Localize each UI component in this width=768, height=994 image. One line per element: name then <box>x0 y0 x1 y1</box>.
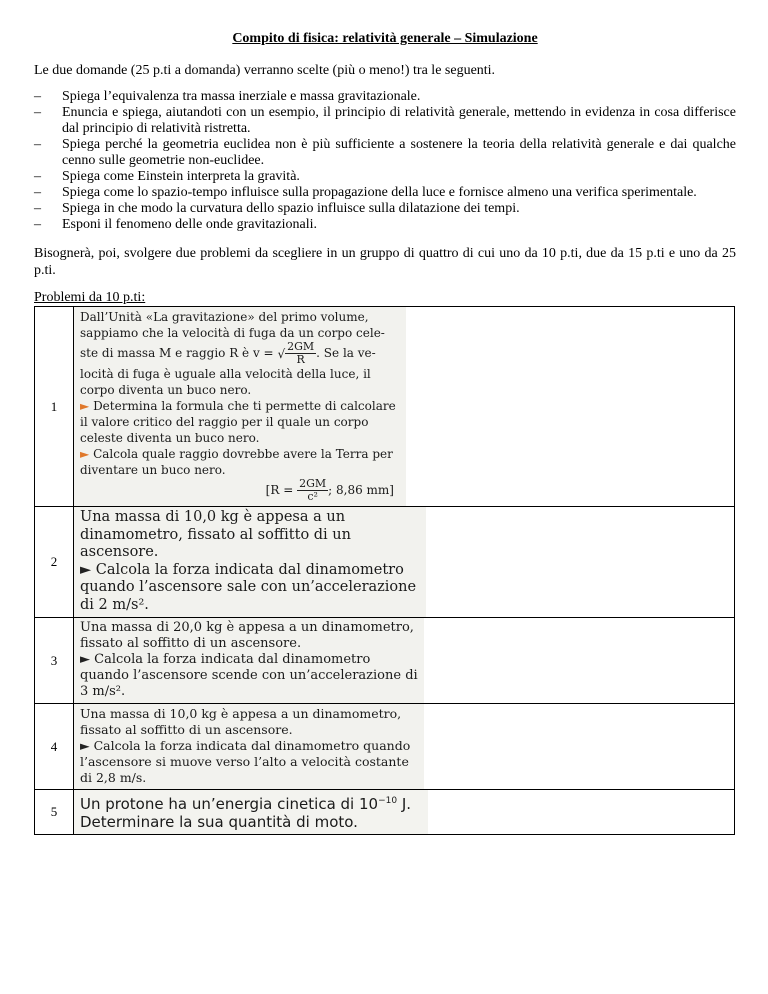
problem-1-formula-pre: ste di massa M e raggio R è v = <box>80 346 274 360</box>
question-text: Enuncia e spiega, aiutandoti con un esempio, il principio di relatività generale, mettendo in evidenza in cosa differisce dal principio di relatività ristretta. <box>62 105 736 136</box>
sqrt-symbol: √ <box>277 346 286 361</box>
problem-number: 4 <box>35 704 74 790</box>
table-row <box>35 507 735 618</box>
problem-5-scan <box>74 790 428 834</box>
problem-5-line1 <box>80 792 422 813</box>
problem-5-line1-text: Un protone ha un’energia cinetica di 10 <box>80 795 379 813</box>
problem-4-text: Una massa di 10,0 kg è appesa a un dinamometro, fissato al soffitto di un ascensore. <box>80 706 402 737</box>
triangle-arrow-icon: ► <box>80 399 90 413</box>
fraction-denominator: c² <box>307 490 318 503</box>
question-text: Spiega come Einstein interpreta la gravità. <box>62 169 300 184</box>
problem-number: 5 <box>35 790 74 835</box>
problem-cell <box>74 704 735 790</box>
problem-2-text: Una massa di 10,0 kg è appesa a un dinamometro, fissato al soffitto di un ascensore. <box>80 509 351 560</box>
triangle-arrow-icon: ► <box>80 561 92 578</box>
question-text: Spiega perché la geometria euclidea non è più sufficiente a sostenere la teoria della relatività generale e dai qualche cenno sulle geometrie non-euclidee. <box>62 137 736 168</box>
table-row <box>35 704 735 790</box>
problem-1-answer <box>80 478 400 503</box>
problem-3-text: Una massa di 20,0 kg è appesa a un dinamometro, fissato al soffitto di un ascensore. <box>80 620 414 651</box>
triangle-arrow-icon: ► <box>80 738 90 753</box>
problem-3-scan <box>74 618 424 703</box>
question-item <box>34 105 736 137</box>
triangle-arrow-icon: ► <box>80 652 90 667</box>
question-text: Spiega l’equivalenza tra massa inerziale e massa gravitazionale. <box>62 89 421 104</box>
table-row <box>35 618 735 704</box>
questions-list <box>34 89 736 233</box>
escape-velocity-fraction <box>285 341 316 366</box>
problem-2-scan <box>74 507 426 617</box>
problem-1-task2-text: Calcola quale raggio dovrebbe avere la Terra per diventare un buco nero. <box>80 447 393 477</box>
table-row <box>35 790 735 835</box>
answer-fraction <box>297 478 328 503</box>
problem-cell <box>74 307 735 507</box>
dash-bullet: – <box>34 137 41 152</box>
dash-bullet: – <box>34 169 41 184</box>
problem-2-task <box>80 562 420 615</box>
triangle-arrow-icon: ► <box>80 447 90 461</box>
question-text: Esponi il fenomeno delle onde gravitazionali. <box>62 217 318 232</box>
problem-cell <box>74 790 735 835</box>
problem-number: 1 <box>35 307 74 507</box>
question-item <box>34 185 736 201</box>
problem-1-formula-line <box>80 341 400 366</box>
fraction-numerator: 2GM <box>287 340 315 353</box>
dash-bullet: – <box>34 201 41 216</box>
dash-bullet: – <box>34 217 41 232</box>
problem-number: 3 <box>35 618 74 704</box>
problem-4-task <box>80 738 418 786</box>
exponent: −10 <box>378 796 398 806</box>
problem-cell <box>74 618 735 704</box>
problem-1-task2 <box>80 446 400 478</box>
problem-1-line1: Dall’Unità «La gravitazione» del primo volume, sappiamo che la velocità di fuga da un corpo cele- <box>80 310 385 340</box>
dash-bullet: – <box>34 105 41 120</box>
problem-1-task1-text: Determina la formula che ti permette di calcolare il valore critico del raggio per il quale un corpo celeste diventa un buco nero. <box>80 399 396 445</box>
answer-post: ; 8,86 mm] <box>328 483 394 497</box>
problems-table <box>34 306 735 835</box>
problems-intro: Bisognerà, poi, svolgere due problemi da scegliere in un gruppo di quattro di cui uno da 10 p.ti, due da 15 p.ti e uno da 25 p.ti. <box>34 246 736 278</box>
table-row <box>35 307 735 507</box>
document-page <box>34 30 736 835</box>
document-title: Compito di fisica: relatività generale – Simulazione <box>232 31 538 46</box>
fraction-denominator: R <box>296 353 305 366</box>
question-text: Spiega come lo spazio-tempo influisce sulla propagazione della luce e fornisce almeno una verifica sperimentale. <box>62 185 697 200</box>
problem-cell <box>74 507 735 618</box>
problem-5-line2: Determinare la sua quantità di moto. <box>80 813 358 831</box>
problem-number: 2 <box>35 507 74 618</box>
problem-2-task-text: Calcola la forza indicata dal dinamometro quando l’ascensore sale con un’accelerazione di 2 m/s². <box>80 561 417 613</box>
problem-3-task-text: Calcola la forza indicata dal dinamometro quando l’ascensore scende con un’accelerazione di 3 m/s². <box>80 652 418 699</box>
dash-bullet: – <box>34 89 41 104</box>
problem-4-scan <box>74 704 424 789</box>
problem-1-formula-post: . Se la ve- <box>316 346 376 360</box>
question-item <box>34 217 736 233</box>
answer-pre: [R = <box>265 483 294 497</box>
question-item <box>34 201 736 217</box>
dash-bullet: – <box>34 185 41 200</box>
problem-5-unit: J. <box>397 795 412 813</box>
fraction-numerator: 2GM <box>299 477 327 490</box>
question-item <box>34 169 736 185</box>
question-item <box>34 89 736 105</box>
problem-3-task <box>80 652 418 700</box>
intro-paragraph: Le due domande (25 p.ti a domanda) verranno scelte (più o meno!) tra le seguenti. <box>34 63 496 78</box>
problem-1-scan <box>74 307 406 506</box>
problem-1-task1 <box>80 398 400 446</box>
question-text: Spiega in che modo la curvatura dello spazio influisce sulla dilatazione dei tempi. <box>62 201 520 216</box>
problem-4-task-text: Calcola la forza indicata dal dinamometro quando l’ascensore si muove verso l’alto a velocità costante di 2,8 m/s. <box>80 738 411 785</box>
question-item <box>34 137 736 169</box>
problem-1-line3: locità di fuga è uguale alla velocità della luce, il corpo diventa un buco nero. <box>80 367 371 397</box>
problems-heading: Problemi da 10 p.ti: <box>34 290 146 305</box>
